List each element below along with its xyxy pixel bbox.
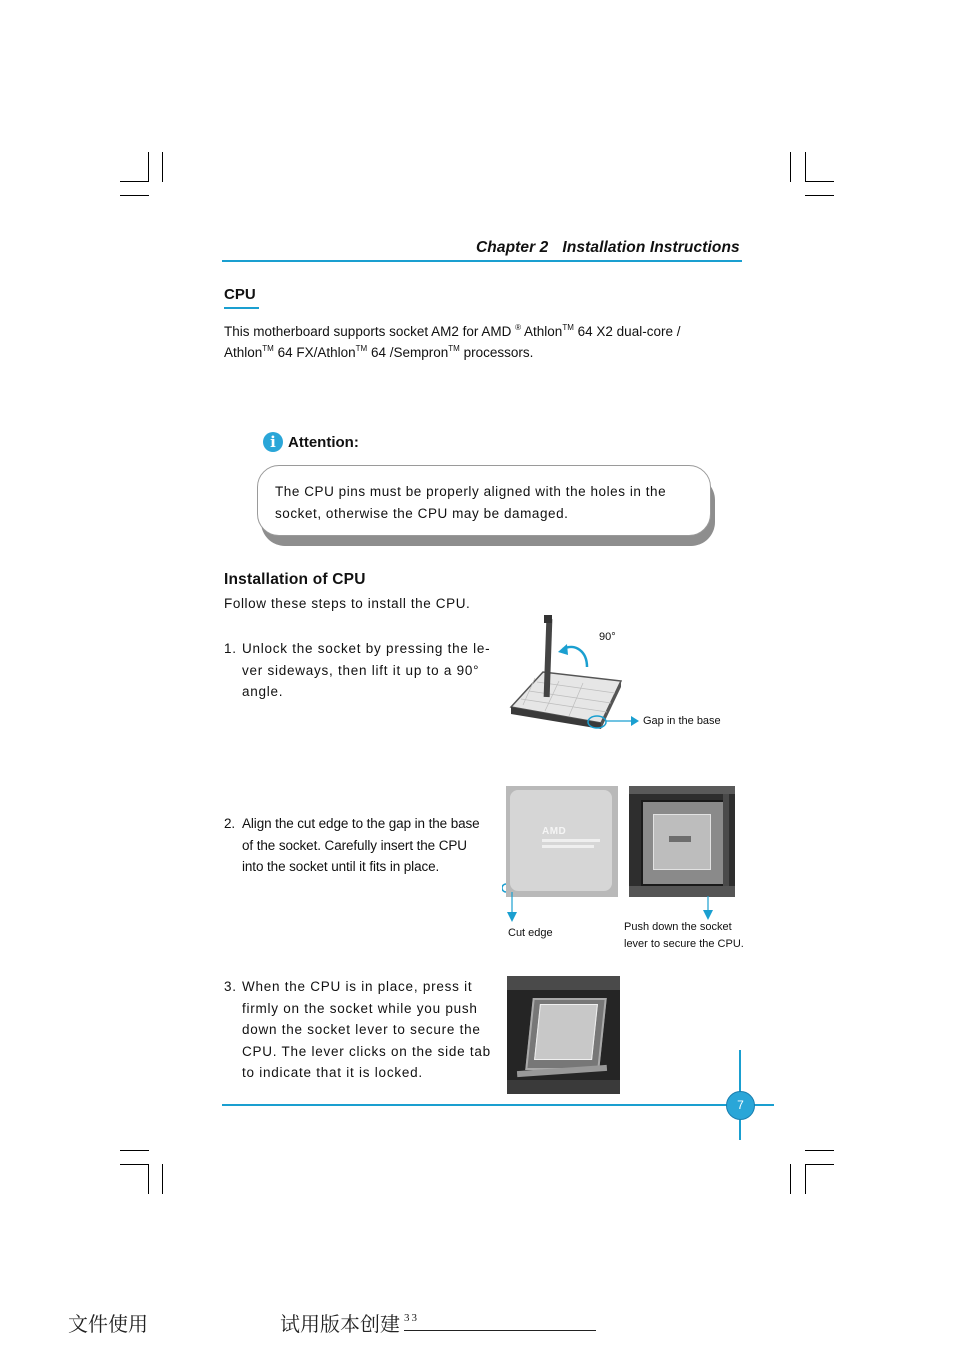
crop-mark [120, 195, 149, 196]
section-title-underline [224, 307, 259, 309]
cpu-chip-figure [506, 786, 618, 897]
intro-paragraph [224, 321, 744, 363]
header-rule [222, 260, 742, 262]
crop-mark [790, 1164, 791, 1194]
intro-text: 64 /Sempron [367, 345, 449, 360]
step-number: 3. [224, 979, 237, 994]
step-line: CPU. The lever clicks on the side tab [242, 1043, 491, 1059]
trademark-mark: TM [262, 344, 274, 353]
crop-mark [790, 152, 791, 182]
step-line: ver sideways, then lift it up to a 90° [242, 662, 480, 678]
step-line: down the socket lever to secure the [242, 1022, 481, 1037]
crop-mark [148, 1164, 149, 1194]
intro-text: processors. [459, 345, 534, 360]
footer-underline [404, 1330, 596, 1331]
crop-mark [805, 1150, 834, 1151]
amd-logo: AMD [542, 826, 567, 837]
chapter-title: Installation Instructions [562, 239, 740, 256]
step-line: When the CPU is in place, press it [242, 979, 473, 994]
page-number: 7 [726, 1091, 755, 1120]
cut-edge-arrow [502, 880, 522, 924]
attention-text [275, 481, 700, 525]
installation-subtitle: Follow these steps to install the CPU. [224, 596, 471, 611]
intro-text: 64 FX/Athlon [273, 345, 356, 360]
chip-marking [542, 839, 600, 842]
cpu-locked-figure [507, 976, 620, 1094]
section-title: CPU [224, 286, 256, 303]
step-line: Unlock the socket by pressing the le- [242, 641, 491, 656]
crop-mark [805, 152, 806, 182]
push-label-line1: Push down the socket [624, 921, 732, 933]
registered-mark: ® [515, 323, 522, 332]
crop-mark [148, 152, 149, 182]
crop-mark [805, 1164, 806, 1194]
footer-superscript: 33 [404, 1312, 419, 1324]
attention-label: Attention: [288, 434, 359, 451]
intro-text: Athlon [224, 345, 263, 360]
trademark-mark: TM [355, 344, 368, 353]
footer-left-text: 文件使用 [68, 1312, 148, 1336]
attention-line: socket, otherwise the CPU may be damaged. [275, 506, 569, 521]
step-line: Align the cut edge to the gap in the base [242, 816, 480, 831]
chip-marking [542, 845, 594, 848]
installation-title: Installation of CPU [224, 571, 366, 588]
crop-mark [120, 181, 149, 182]
step-line: to indicate that it is locked. [242, 1065, 423, 1080]
step-line: into the socket until it fits in place. [242, 859, 440, 874]
crop-mark [120, 1164, 149, 1165]
chapter-header [476, 239, 740, 257]
push-label-line2: lever to secure the CPU. [624, 938, 744, 950]
intro-text: Athlon [521, 324, 563, 339]
crop-mark [805, 1164, 834, 1165]
step-number: 2. [224, 816, 236, 831]
trademark-mark: TM [562, 323, 574, 332]
step-line: firmly on the socket while you push [242, 1000, 478, 1016]
angle-label: 90° [599, 631, 616, 643]
trademark-mark: TM [448, 344, 460, 353]
step-line: of the socket. Carefully insert the CPU [242, 837, 467, 853]
crop-mark [805, 195, 834, 196]
chapter-number: Chapter 2 [476, 239, 549, 256]
gap-label: Gap in the base [643, 715, 721, 727]
crop-mark [162, 152, 163, 182]
step-number: 1. [224, 641, 237, 656]
cut-edge-label: Cut edge [508, 927, 553, 939]
crop-mark [162, 1164, 163, 1194]
footer-rule [222, 1104, 774, 1106]
intro-text: This motherboard supports socket AM2 for AMD [224, 324, 516, 339]
intro-text: 64 X2 dual-core / [573, 324, 681, 339]
crop-mark [805, 181, 834, 182]
cpu-in-socket-figure [629, 786, 735, 897]
attention-line: The CPU pins must be properly aligned with the holes in the [275, 484, 667, 499]
info-icon: i [263, 432, 283, 452]
step-line: angle. [242, 684, 284, 699]
footer-mid-text: 试用版本创建 [280, 1312, 400, 1336]
crop-mark [120, 1150, 149, 1151]
push-lever-arrow [700, 896, 716, 922]
